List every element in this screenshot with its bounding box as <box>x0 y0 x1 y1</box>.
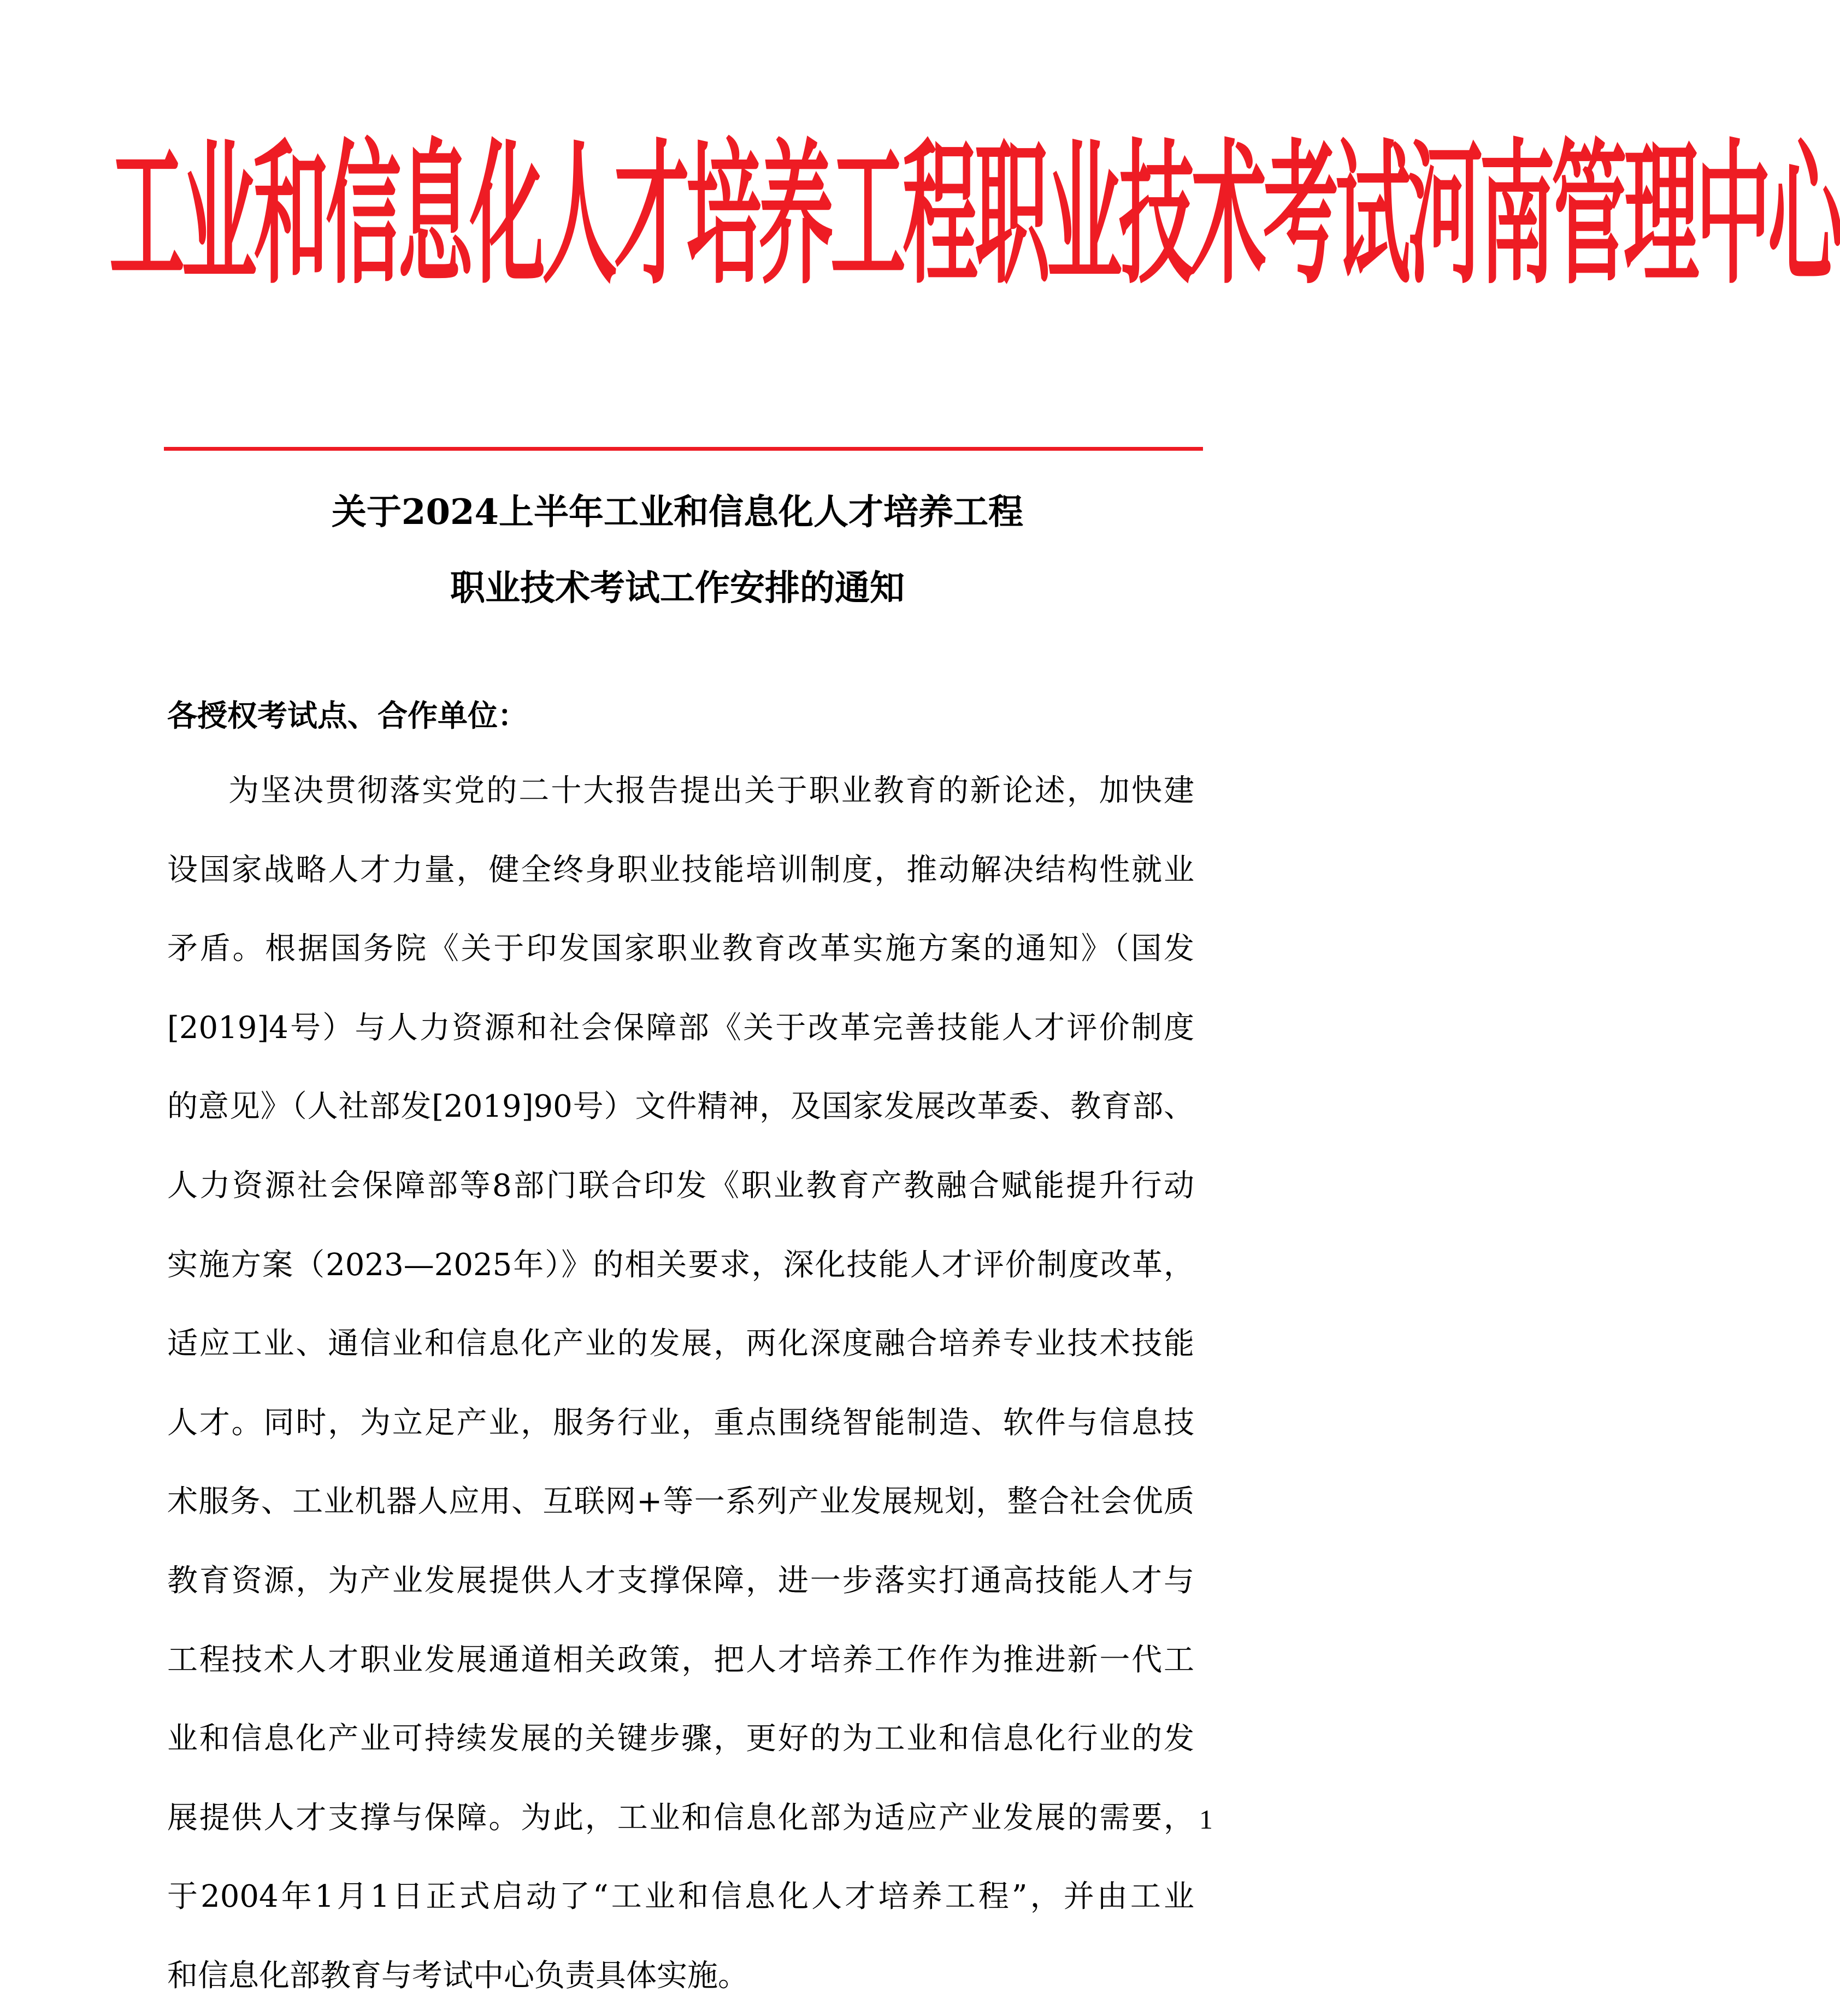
body-paragraph <box>167 752 1194 2016</box>
body-line: 业和信息化产业可持续发展的关键步骤，更好的为工业和信息化行业的发 <box>167 1721 1194 1757</box>
body-line: 人才。同时，为立足产业，服务行业，重点围绕智能制造、软件与信息技 <box>167 1405 1194 1441</box>
body-line: 教育资源，为产业发展提供人才支撑保障，进一步落实打通高技能人才与 <box>167 1563 1194 1599</box>
body-line: 实施方案（2023—2025年）》的相关要求，深化技能人才评价制度改革， <box>167 1247 1194 1283</box>
body-line: 人力资源社会保障部等8部门联合印发《职业教育产教融合赋能提升行动 <box>167 1168 1194 1204</box>
body-line: 设国家战略人才力量，健全终身职业技能培训制度，推动解决结构性就业 <box>167 852 1194 888</box>
body-line: 为坚决贯彻落实党的二十大报告提出关于职业教育的新论述，加快建 <box>228 773 1194 809</box>
body-line: 的意见》（人社部发[2019]90号）文件精神，及国家发展改革委、教育部、 <box>167 1089 1194 1125</box>
body-line: 矛盾。根据国务院《关于印发国家职业教育改革实施方案的通知》（国发 <box>167 931 1194 967</box>
body-line: 和信息化部教育与考试中心负责具体实施。 <box>167 1958 748 1994</box>
body-line: 展提供人才支撑与保障。为此，工业和信息化部为适应产业发展的需要， <box>167 1800 1194 1836</box>
body-line: 工程技术人才职业发展通道相关政策，把人才培养工作作为推进新一代工 <box>167 1642 1194 1678</box>
red-header-rule <box>164 447 1203 451</box>
masthead-org-name: 工业和信息化人才培养工程职业技术考试河南管理中心 <box>109 125 1840 305</box>
body-line: 术服务、工业机器人应用、互联网+等一系列产业发展规划，整合社会优质 <box>167 1484 1194 1520</box>
body-line: [2019]4号）与人力资源和社会保障部《关于改革完善技能人才评价制度 <box>167 1010 1194 1046</box>
body-line: 适应工业、通信业和信息化产业的发展，两化深度融合培养专业技术技能 <box>167 1326 1194 1362</box>
body-line: 于2004年1月1日正式启动了“工业和信息化人才培养工程”，并由工业 <box>167 1879 1194 1915</box>
page-number: 1 <box>1199 1804 1213 1835</box>
document-title-line-1: 关于2024上半年工业和信息化人才培养工程 <box>331 492 1024 533</box>
salutation: 各授权考试点、合作单位： <box>167 698 528 733</box>
document-title-line-2: 职业技术考试工作安排的通知 <box>450 568 905 609</box>
